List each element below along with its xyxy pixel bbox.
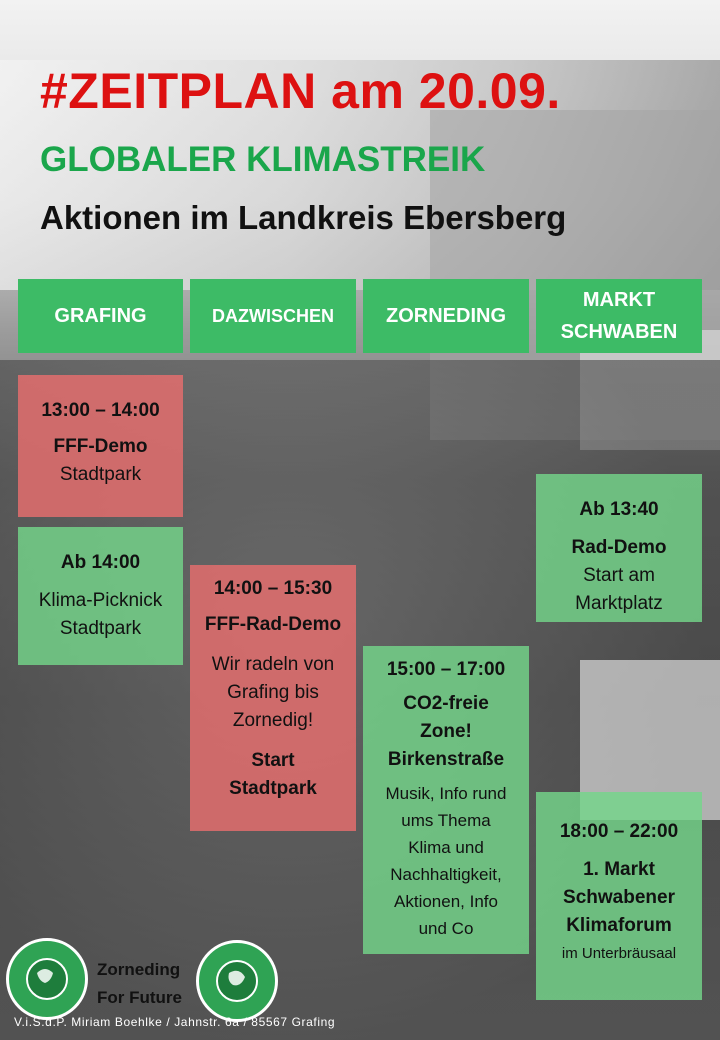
event-description-line: Musik, Info rund [385, 784, 507, 803]
event-name: FFF-Rad-Demo [204, 614, 342, 635]
event-time: 15:00 – 17:00 [386, 659, 506, 680]
event-name-line: CO2-freie [403, 693, 489, 714]
column-header-markt-schwaben [536, 279, 702, 353]
page-subtitle-region: Aktionen im Landkreis Ebersberg [40, 199, 567, 236]
column-header-label: GRAFING [54, 305, 147, 327]
column-header-label: DAZWISCHEN [212, 306, 334, 326]
event-name-line: Birkenstraße [387, 749, 505, 770]
event-grafing-klima-picknick [18, 527, 183, 665]
parents-for-future-logo [6, 938, 88, 1020]
event-place: Stadtpark [59, 618, 142, 639]
event-place-line: Start am [583, 565, 655, 586]
event-time: Ab 14:00 [60, 552, 141, 573]
event-description-line: ums Thema [401, 811, 491, 830]
event-name: Rad-Demo [571, 537, 667, 558]
event-name: Klima-Picknick [38, 590, 163, 611]
column-header-label: ZORNEDING [386, 305, 506, 327]
imprint-text: V.i.S.d.P. Miriam Boehlke / Jahnstr. 6a / 85567 Grafing [14, 1015, 336, 1029]
event-dazwischen-fff-rad-demo [190, 565, 356, 831]
event-description-line: Nachhaltigkeit, [390, 865, 502, 884]
event-time: Ab 13:40 [579, 499, 659, 520]
page-subtitle: GLOBALER KLIMASTREIK [40, 140, 486, 179]
event-name: FFF-Demo [53, 436, 148, 457]
fridays-for-future-logo [196, 940, 278, 1022]
event-start-place: Stadtpark [229, 778, 317, 799]
event-name-line: Zone! [420, 721, 472, 742]
event-place-line: Marktplatz [575, 593, 663, 614]
column-header-zorneding [363, 279, 529, 353]
event-description-line: Aktionen, Info [394, 892, 498, 911]
event-description-line: Klima und [408, 838, 484, 857]
event-time: 14:00 – 15:30 [213, 578, 333, 599]
event-name-line: Klimaforum [566, 915, 672, 936]
event-place: Stadtpark [59, 464, 142, 485]
event-description-line: Zornedig! [232, 710, 314, 731]
event-description-line: Grafing bis [227, 682, 319, 703]
org-name-line: For Future [97, 988, 182, 1007]
event-name-line: 1. Markt [583, 859, 655, 880]
zorneding-for-future-name [97, 956, 182, 1012]
event-time: 18:00 – 22:00 [559, 821, 679, 842]
event-zorneding-co2-freie-zone [363, 646, 529, 954]
event-markt-schwaben-rad-demo [536, 474, 702, 622]
event-grafing-fff-demo [18, 375, 183, 517]
org-name-line: Zorneding [97, 960, 181, 979]
event-description-line: und Co [418, 919, 474, 938]
event-name-line: Schwabener [563, 887, 675, 908]
column-header-grafing [18, 279, 183, 353]
event-markt-schwaben-klimaforum [536, 792, 702, 1000]
page-title: #ZEITPLAN am 20.09. [40, 63, 561, 119]
event-time: 13:00 – 14:00 [41, 400, 160, 421]
event-place: im Unterbräusaal [561, 945, 677, 962]
column-header-label-line1: MARKT [582, 289, 656, 311]
column-header-dazwischen [190, 279, 356, 353]
column-header-label-line2: SCHWABEN [560, 321, 678, 343]
event-description-line: Wir radeln von [211, 654, 335, 675]
event-start-label: Start [251, 750, 295, 771]
